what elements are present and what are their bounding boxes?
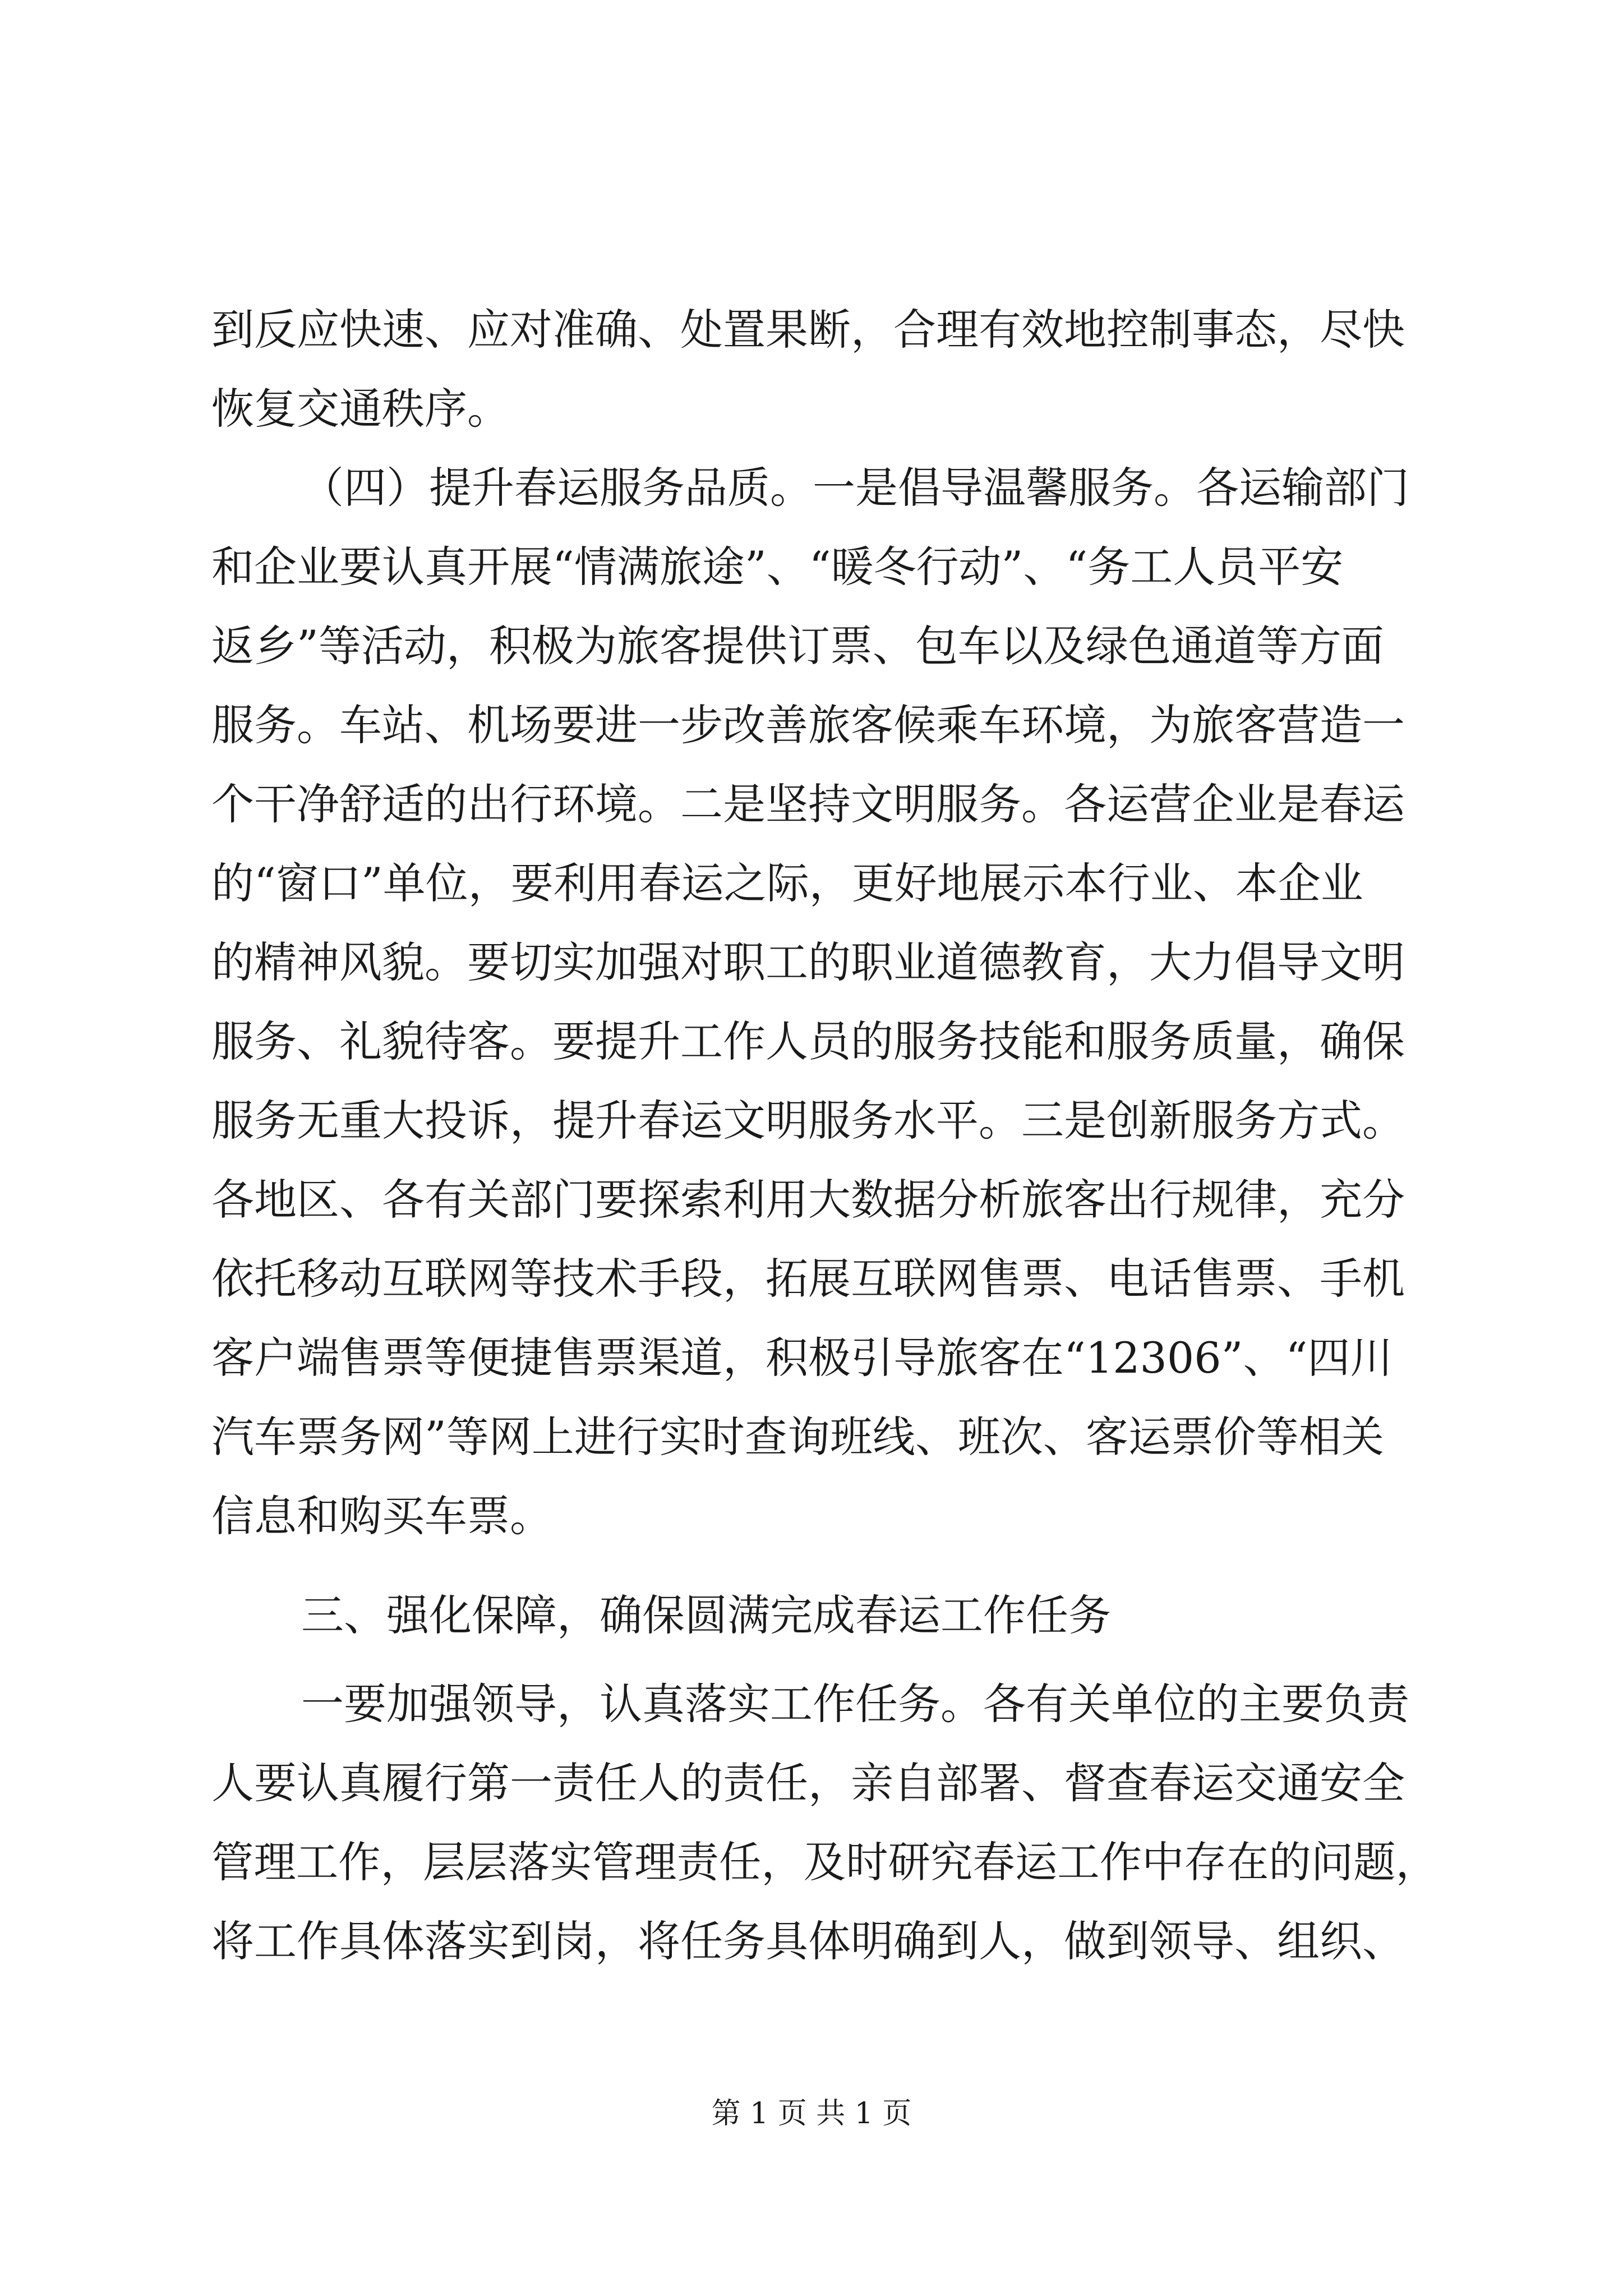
body-line-1: 到反应快速、应对准确、处置果断，合理有效地控制事态，尽快 [211, 305, 1405, 355]
body-line-19: 人要认真履行第一责任人的责任，亲自部署、督查春运交通安全 [211, 1758, 1405, 1808]
body-line-14: 客户端售票等便捷售票渠道，积极引导旅客在“12306”、“四川 [211, 1333, 1393, 1383]
body-line-12: 各地区、各有关部门要探索利用大数据分析旅客出行规律，充分 [211, 1175, 1405, 1225]
body-line-20: 管理工作，层层落实管理责任，及时研究春运工作中存在的问题， [211, 1837, 1438, 1887]
body-line-18: 一要加强领导，认真落实工作任务。各有关单位的主要负责 [301, 1679, 1409, 1729]
body-line-16: 信息和购买车票。 [211, 1491, 552, 1541]
body-line-7: 个干净舒适的出行环境。二是坚持文明服务。各运营企业是春运 [211, 779, 1405, 829]
body-line-21: 将工作具体落实到岗，将任务具体明确到人，做到领导、组织、 [211, 1916, 1405, 1966]
body-line-4: 和企业要认真开展“情满旅途”、“暖冬行动”、“务工人员平安 [211, 542, 1344, 592]
body-line-5: 返乡”等活动，积极为旅客提供订票、包车以及绿色通道等方面 [211, 621, 1384, 671]
body-line-3: （四）提升春运服务品质。一是倡导温馨服务。各运输部门 [301, 463, 1409, 513]
body-line-9: 的精神风貌。要切实加强对职工的职业道德教育，大力倡导文明 [211, 937, 1405, 987]
page-footer: 第 1 页 共 1 页 [711, 2097, 912, 2131]
body-line-8: 的“窗口”单位，要利用春运之际，更好地展示本行业、本企业 [211, 858, 1363, 908]
body-line-10: 服务、礼貌待客。要提升工作人员的服务技能和服务质量，确保 [211, 1016, 1405, 1066]
body-line-6: 服务。车站、机场要进一步改善旅客候乘车环境，为旅客营造一 [211, 700, 1405, 750]
section-heading: 三、强化保障，确保圆满完成春运工作任务 [301, 1590, 1111, 1640]
body-line-15: 汽车票务网”等网上进行实时查询班线、班次、客运票价等相关 [211, 1412, 1384, 1462]
body-line-2: 恢复交通秩序。 [211, 384, 510, 434]
body-line-11: 服务无重大投诉，提升春运文明服务水平。三是创新服务方式。 [211, 1096, 1405, 1145]
body-line-13: 依托移动互联网等技术手段，拓展互联网售票、电话售票、手机 [211, 1254, 1405, 1304]
